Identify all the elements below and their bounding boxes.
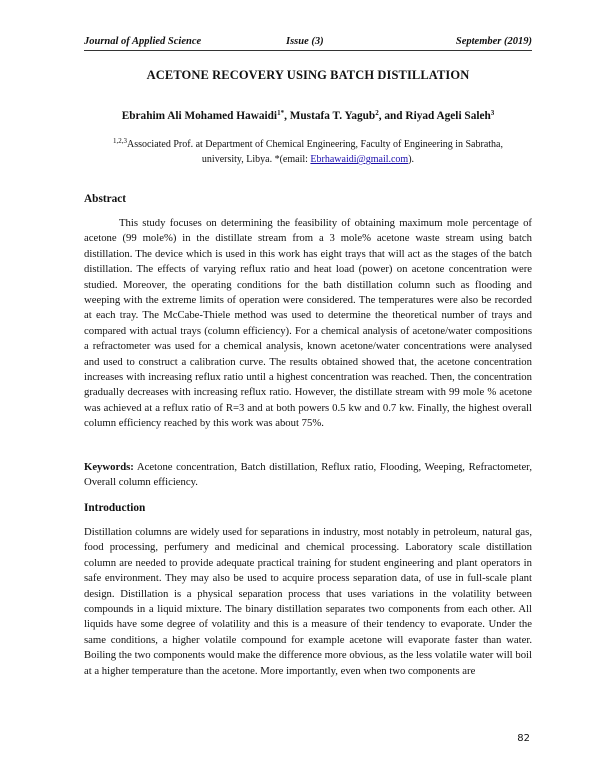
issue-number: Issue (3) bbox=[286, 36, 324, 47]
author-3-name: Riyad Ageli Saleh bbox=[405, 110, 491, 122]
paper-title: ACETONE RECOVERY USING BATCH DISTILLATION bbox=[146, 68, 470, 82]
author-list bbox=[84, 110, 532, 122]
author-3-affiliation-mark: 3 bbox=[490, 109, 495, 117]
journal-name: Journal of Applied Science bbox=[84, 36, 202, 47]
email-link[interactable]: Ebrhawaidi@gmail.com bbox=[310, 154, 409, 165]
affiliation-line-1: Associated Prof. at Department of Chemical Engineering, Faculty of Engineering in Sabratha, bbox=[126, 139, 503, 150]
issue-date: September (2019) bbox=[455, 36, 532, 47]
author-separator: , and bbox=[378, 110, 406, 122]
author-2-name: Mustafa T. Yagub bbox=[289, 110, 376, 122]
introduction-heading: Introduction bbox=[84, 502, 146, 514]
page-number: 82 bbox=[517, 733, 530, 744]
affiliation-line-2-prefix: university, Libya. *(email: bbox=[201, 154, 311, 165]
affiliation bbox=[84, 137, 532, 167]
author-1-affiliation-mark: 1* bbox=[277, 109, 285, 117]
affiliation-mark: 1,2,3 bbox=[112, 137, 127, 145]
affiliation-line-2-suffix: ). bbox=[408, 154, 415, 165]
author-separator: , bbox=[284, 110, 290, 122]
introduction-text: Distillation columns are widely used for separations in industry, most notably in petroleum, natural gas, food processing, perfumery and medicinal and chemical processing. Laboratory scale distillation column are needed to provide adequate practical training for student engineering and plant operators in safe environment. They may also be used to acquire process separation data, of use in full-scale plant design. Distillation is a physical separation process that uses variations in the volatility between compounds in a liquid mixture. The binary distillation separates two components from each other. All liquids have some degree of volatility and this is a measure of their tendency to evaporate. Under the same conditions, a higher volatile compound for example acetone will evaporate faster than water. Boiling the two components would make the difference more obvious, as the less volatile water will boil at a higher temperature than the acetone. More importantly, even when two components are bbox=[84, 526, 532, 677]
header-divider bbox=[84, 50, 532, 51]
abstract-text: This study focuses on determining the feasibility of obtaining maximum mole percentage of acetone (99 mole%) in the distillate stream from a 3 mole% acetone waste stream using batch distillation. The device which is used in this work has eight trays that will act as the stages of the batch distillation. The effects of varying reflux ratio and heat load (power) on acetone concentration were studied. Moreover, the operating conditions for the bath distillation column such as flooding and weeping with the extreme limits of operation were considered. The temperatures were also be recorded at each tray. The McCabe-Thiele method was used to determine the theoretical number of trays and compared with actual trays (column efficiency). For a chemical analysis of acetone/water compositions a refractometer was used for a chemical analysis, known acetone/water concentrations were analysed and used to construct a calibration curve. The results obtained showed that, the acetone concentration increases with increasing reflux ratio until a highest concentration was reached. Then, the concentration gradually decreases with increasing reflux ratio. However, the distillate stream with 99 mole % acetone was achieved at a reflux ratio of R=3 and at both powers 0.5 kw and 0.7 kw. Finally, the highest overall column efficiency reached by this work was about 75%. bbox=[84, 217, 532, 430]
keywords-label: Keywords: bbox=[84, 461, 134, 473]
keywords bbox=[84, 460, 532, 491]
abstract-heading: Abstract bbox=[84, 193, 127, 205]
keywords-text: Acetone concentration, Batch distillation, Reflux ratio, Flooding, Weeping, Refractometer, Overall column efficiency. bbox=[84, 461, 532, 489]
author-2-affiliation-mark: 2 bbox=[375, 109, 379, 117]
author-1-name: Ebrahim Ali Mohamed Hawaidi bbox=[121, 110, 278, 122]
